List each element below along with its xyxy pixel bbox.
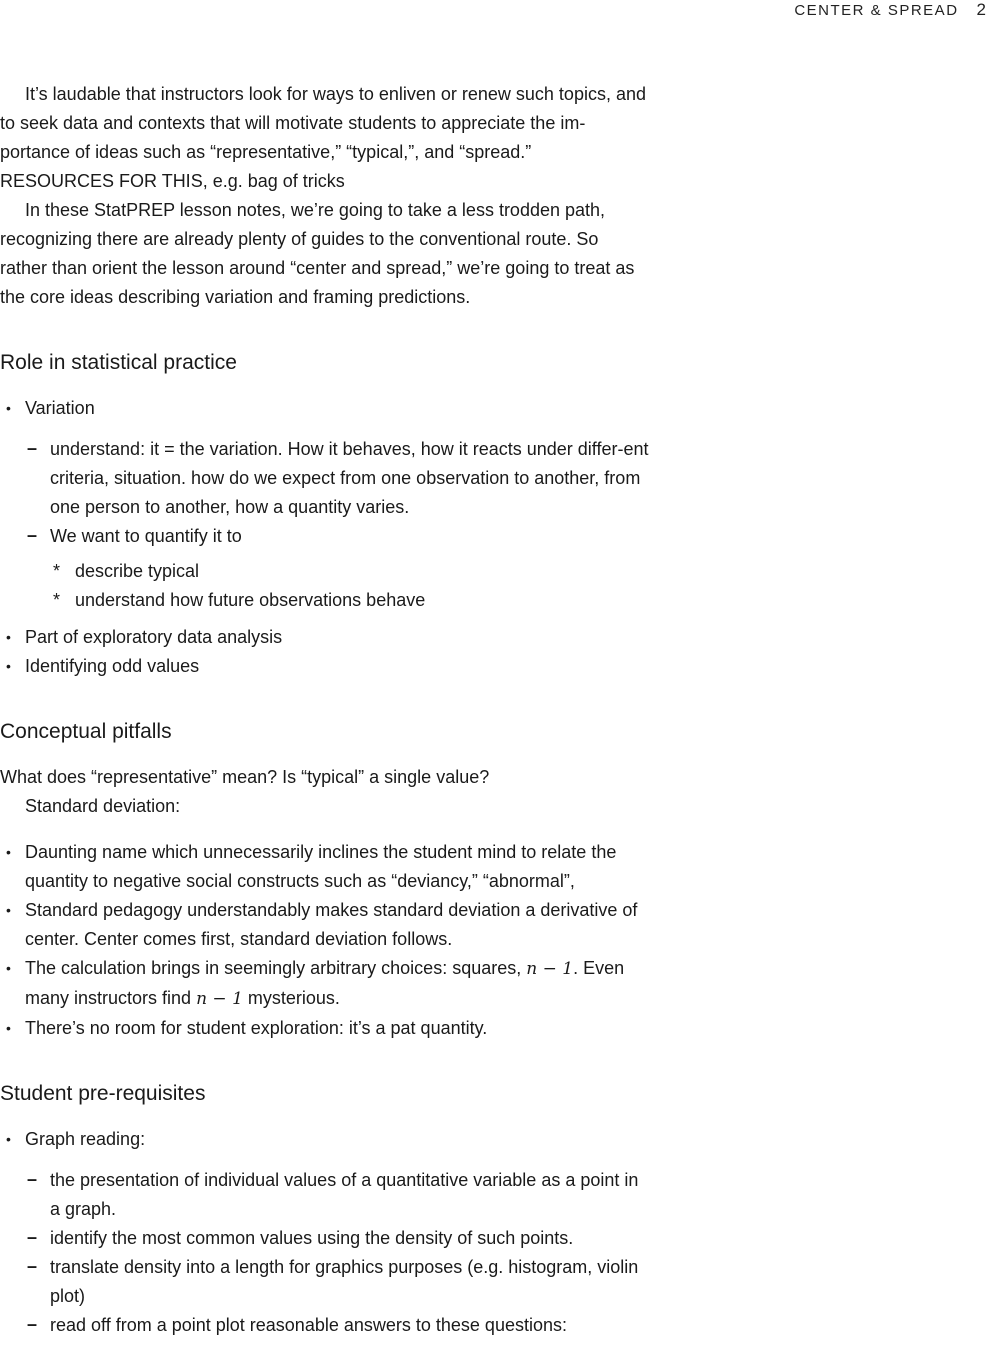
bullet-marker: • [6, 960, 11, 976]
list-item-text: the presentation of individual values of a quantitative variable as a point in a graph. [50, 1170, 639, 1219]
list-item [0, 838, 650, 896]
prereq-list [0, 1125, 650, 1340]
list-item-text: read off from a point plot reasonable answers to these questions: [50, 1315, 567, 1335]
list-item-text: understand: it = the variation. How it behaves, how it reacts under differ-ent criteria, situation. how do we expect from one observation to another, from one person to another, how a quantity varies. [50, 439, 649, 517]
list-item-text-before: The calculation brings in seemingly arbitrary choices: squares, [25, 958, 527, 978]
star-marker: * [53, 561, 61, 581]
list-item [0, 394, 650, 615]
list-item [0, 623, 650, 652]
intro-paragraph-1: It’s laudable that instructors look for ways to enliven or renew such topics, and to seek data and contexts that will motivate students to appreciate the im-portance of ideas such as “representative,” “typical,”, and “spread.” RESOURCES FOR THIS, e.g. bag of tricks [0, 84, 646, 191]
intro-paragraph-2: In these StatPREP lesson notes, we’re going to take a less trodden path, recognizing there are already plenty of guides to the conventional route. So rather than orient the lesson around “center and spread,” we’re going to treat as the core ideas describing variation and framing predictions. [0, 200, 635, 307]
document-body [0, 80, 650, 1340]
list-item [0, 896, 650, 954]
list-item [25, 1253, 650, 1311]
list-item [0, 1125, 650, 1340]
list-item [0, 1014, 650, 1043]
dash-marker: – [27, 1227, 38, 1247]
list-item-text: describe typical [75, 561, 200, 581]
list-item-label: Identifying odd values [25, 656, 200, 676]
sd-label: Standard deviation: [25, 796, 181, 816]
dash-marker: – [27, 525, 38, 545]
running-header [794, 0, 986, 21]
section-heading-role: Role in statistical practice [0, 351, 237, 374]
list-item-text: understand how future observations behave [75, 590, 426, 610]
section-heading-pitfalls: Conceptual pitfalls [0, 720, 172, 743]
bullet-marker: • [6, 658, 11, 674]
list-item [25, 1311, 650, 1340]
list-item-text: Daunting name which unnecessarily inclines the student mind to relate the quantity to negative social constructs such as “deviancy,” “abnormal”, [25, 842, 617, 891]
list-item-text: We want to quantify it to [50, 526, 242, 546]
section-heading-prereq: Student pre-requisites [0, 1082, 206, 1105]
bullet-marker: • [6, 629, 11, 645]
sub-sub-list [50, 557, 650, 615]
star-marker: * [53, 590, 61, 610]
list-item [50, 586, 650, 615]
list-item [25, 522, 650, 615]
dash-marker: – [27, 1314, 38, 1334]
list-item [25, 1166, 650, 1224]
sub-list [25, 1166, 650, 1340]
dash-marker: – [27, 1256, 38, 1276]
bullet-marker: • [6, 400, 11, 416]
list-item [50, 557, 650, 586]
list-item-label: Variation [25, 398, 95, 418]
pitfalls-question: What does “representative” mean? Is “typical” a single value? [0, 767, 490, 787]
math-n-minus-1: n − 1 [196, 989, 243, 1009]
page-number: 2 [976, 0, 986, 19]
pitfalls-list [0, 838, 650, 1043]
list-item-text-middle: . Even many instructors find [25, 958, 625, 1008]
list-item-text: Standard pedagogy understandably makes standard deviation a derivative of center. Center comes first, standard deviation follows. [25, 900, 638, 949]
list-item [25, 1224, 650, 1253]
list-item-label: Part of exploratory data analysis [25, 627, 283, 647]
bullet-marker: • [6, 1131, 11, 1147]
dash-marker: – [27, 438, 38, 458]
list-item [0, 652, 650, 681]
dash-marker: – [27, 1169, 38, 1189]
list-item-label: Graph reading: [25, 1129, 146, 1149]
running-title: CENTER & SPREAD [794, 2, 959, 19]
bullet-marker: • [6, 1020, 11, 1036]
list-item-text: translate density into a length for graphics purposes (e.g. histogram, violin plot) [50, 1257, 639, 1306]
list-item-text: There’s no room for student exploration: it’s a pat quantity. [25, 1018, 488, 1038]
math-n-minus-1: n − 1 [526, 959, 574, 979]
list-item [0, 954, 650, 1014]
sub-list [25, 435, 650, 615]
list-item-text-after: mysterious. [242, 988, 340, 1008]
bullet-marker: • [6, 844, 11, 860]
list-item-text: identify the most common values using the density of such points. [50, 1228, 574, 1248]
list-item [25, 435, 650, 522]
bullet-marker: • [6, 902, 11, 918]
role-list [0, 394, 650, 681]
